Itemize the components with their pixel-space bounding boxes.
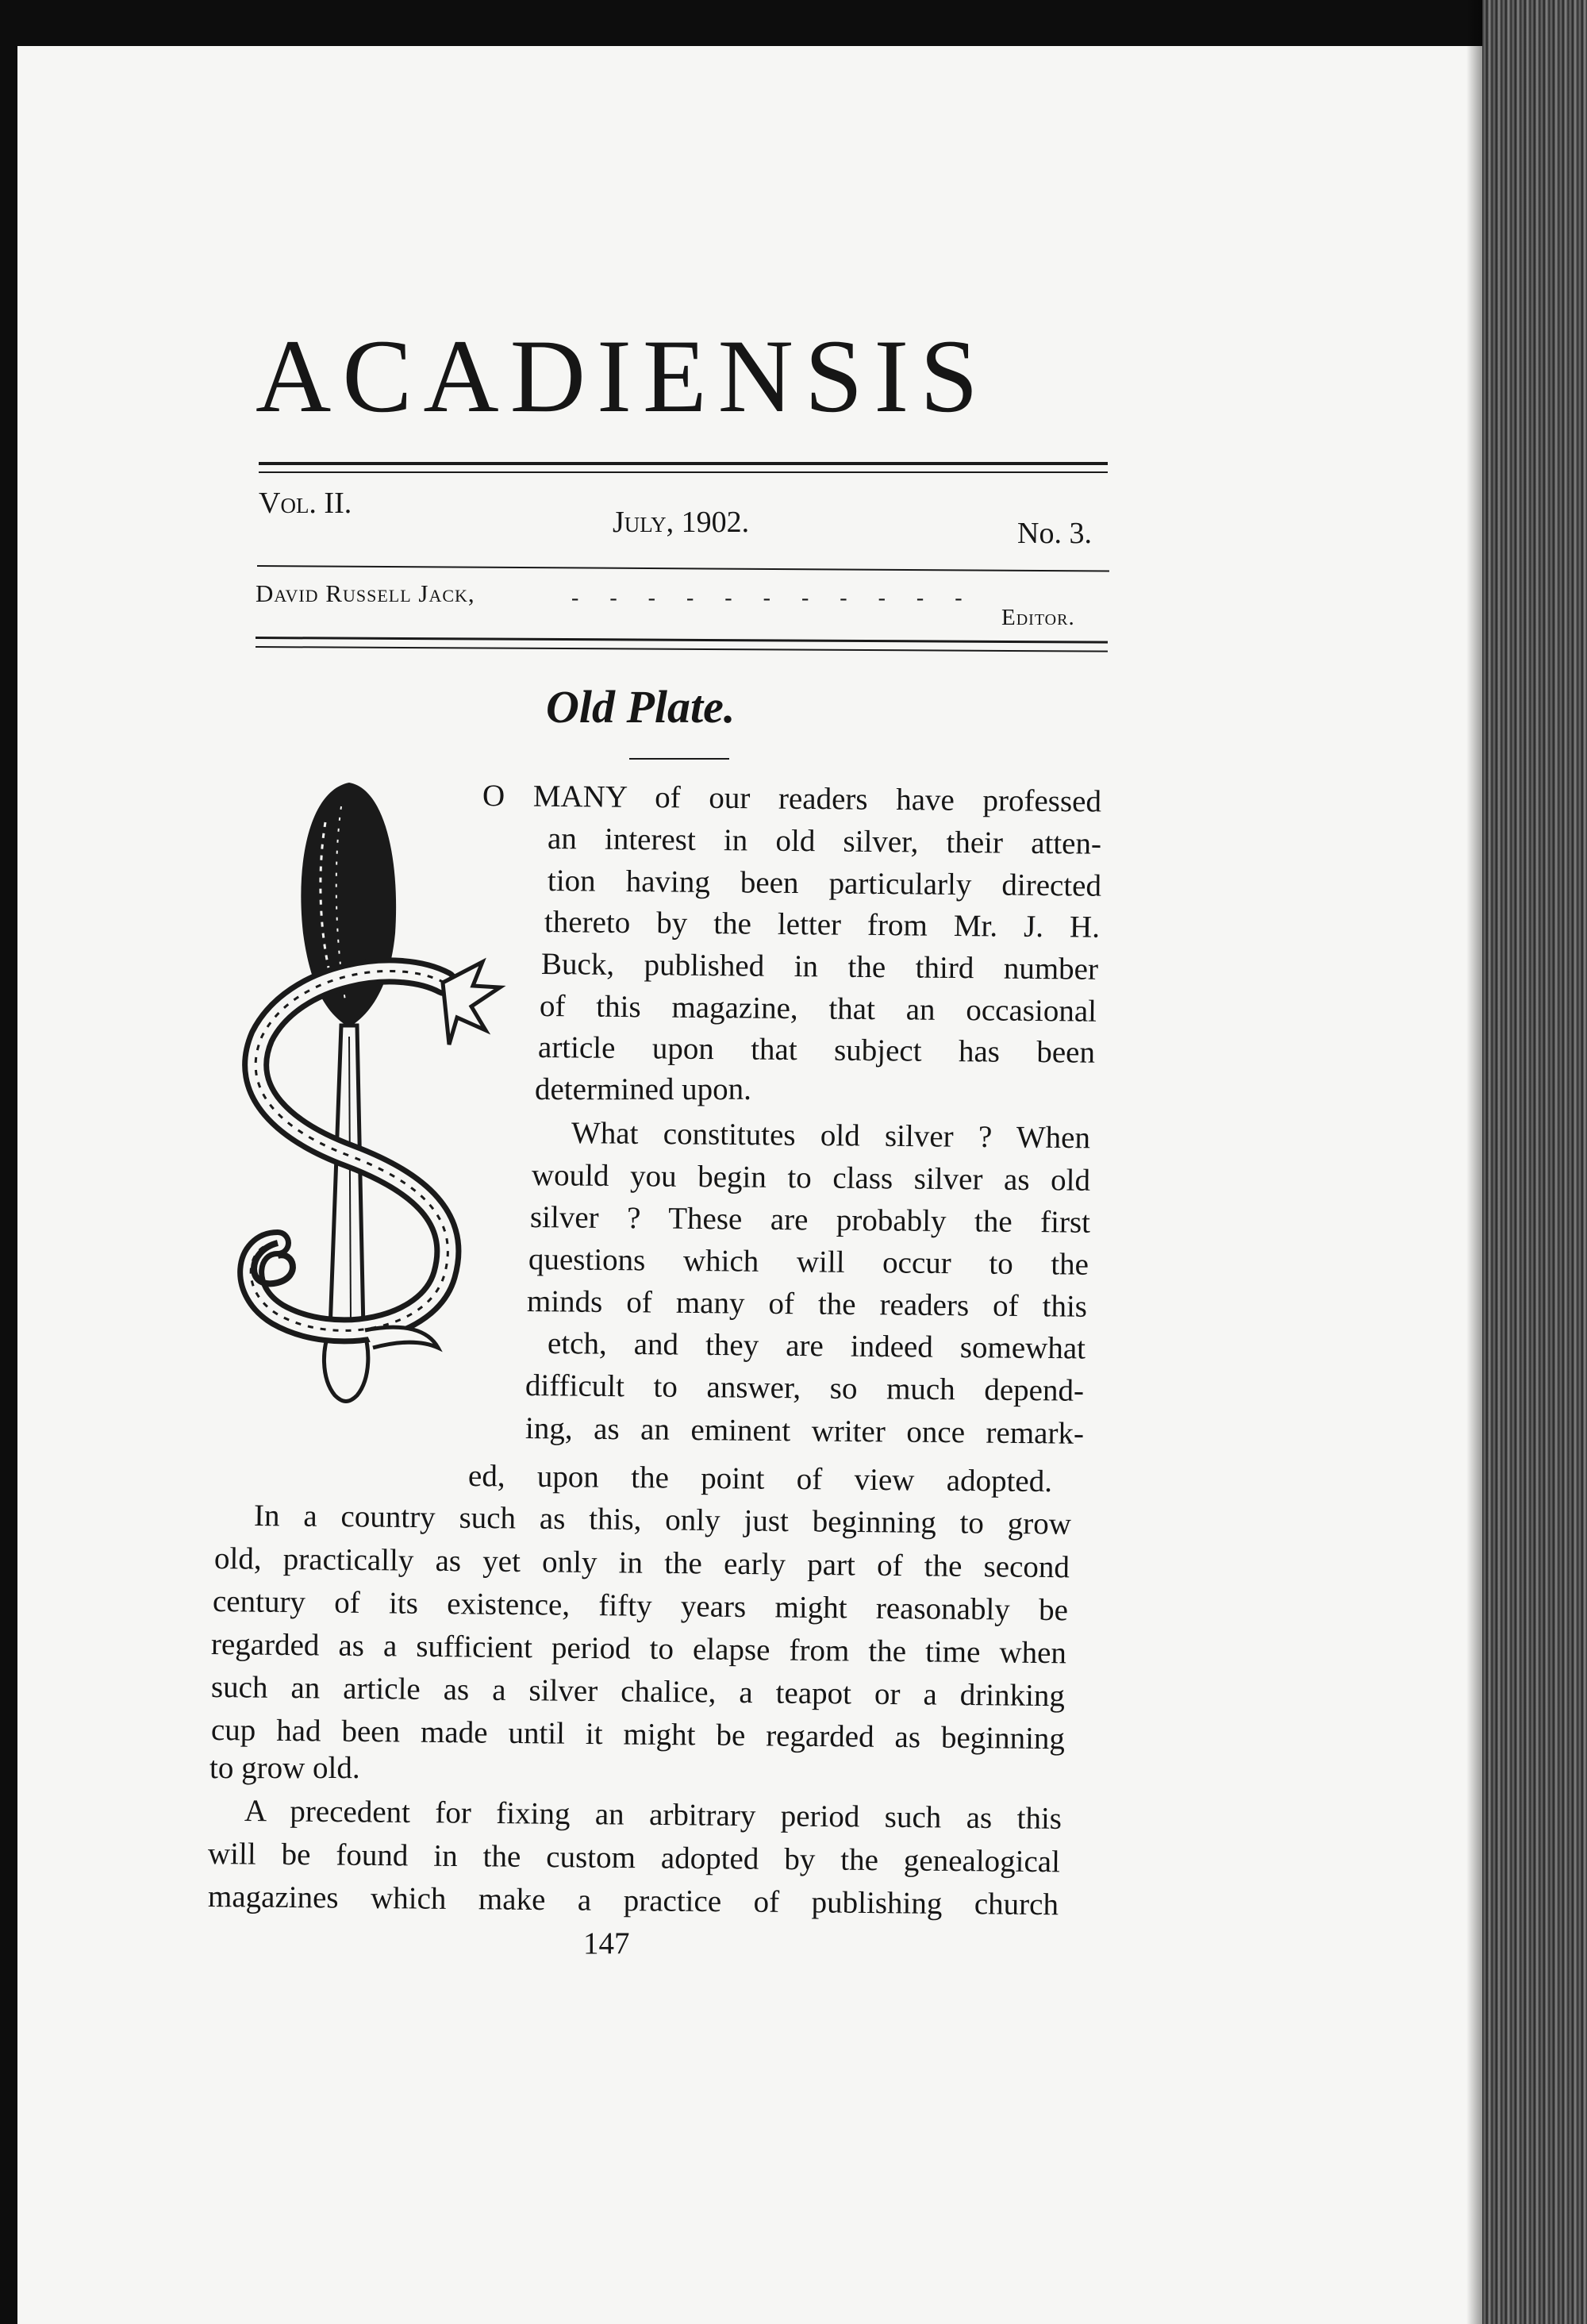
editor-name: David Russell Jack, xyxy=(256,579,475,607)
text-line: questions which will occur to the xyxy=(528,1242,1089,1282)
text-line: of this magazine, that an occasional xyxy=(539,989,1097,1029)
spoon-initial-s-illustration xyxy=(230,775,508,1426)
issue-number: No. 3. xyxy=(1017,517,1092,550)
text-line: thereto by the letter from Mr. J. H. xyxy=(544,905,1101,945)
text-line: tion having been particularly directed xyxy=(547,864,1102,903)
text-line: ed, upon the point of view adopted. xyxy=(467,1459,1053,1499)
title-underline xyxy=(629,758,729,760)
text-line: old, practically as yet only in the early part of the second xyxy=(213,1541,1070,1585)
text-line: century of its existence, fifty years might reasonably be xyxy=(212,1584,1069,1628)
volume-label: Vol. II. xyxy=(259,487,352,520)
text-line: to grow old. xyxy=(209,1751,360,1785)
text-line: etch, and they are indeed somewhat xyxy=(547,1326,1086,1366)
text-line: In a country such as this, only just beginning to grow xyxy=(253,1499,1072,1541)
masthead-rule-top-1 xyxy=(259,462,1108,465)
text-line: an interest in old silver, their atten- xyxy=(547,821,1102,861)
text-line: A precedent for fixing an arbitrary period such as this xyxy=(244,1794,1062,1836)
text-line: magazines which make a practice of publishing church xyxy=(207,1880,1059,1922)
text-line: determined upon. xyxy=(535,1072,751,1106)
scan-top-border xyxy=(0,0,1587,46)
text-line: What constitutes old silver ? When xyxy=(571,1116,1091,1156)
article-title: Old Plate. xyxy=(546,681,736,733)
text-line: would you begin to class silver as old xyxy=(531,1158,1091,1198)
masthead-rule-top-2 xyxy=(259,471,1108,473)
text-line: minds of many of the readers of this xyxy=(526,1284,1088,1324)
issue-date: July, 1902. xyxy=(613,506,750,539)
scan-left-border xyxy=(0,0,17,2324)
text-line: regarded as a sufficient period to elapse from the time when xyxy=(210,1627,1067,1671)
editor-role: Editor. xyxy=(1001,605,1075,630)
text-line: will be found in the custom adopted by the genealogical xyxy=(207,1837,1061,1880)
text-line: difficult to answer, so much depend- xyxy=(525,1368,1085,1408)
journal-title: ACADIENSIS xyxy=(256,317,989,434)
text-line: Buck, published in the third number xyxy=(540,947,1099,987)
text-line: such an article as a silver chalice, a teapot or a drinking xyxy=(210,1670,1066,1714)
page-number: 147 xyxy=(583,1926,630,1960)
text-line: O MANY of our readers have professed xyxy=(482,779,1102,819)
text-line: silver ? These are probably the first xyxy=(529,1200,1091,1240)
editor-leader-dots: - - - - - - - - - - - xyxy=(571,586,975,610)
book-page-edges xyxy=(1482,0,1587,2324)
text-line: article upon that subject has been xyxy=(537,1030,1096,1070)
text-line: cup had been made until it might be regarded as beginning xyxy=(210,1713,1066,1756)
text-line: ing, as an eminent writer once remark- xyxy=(525,1411,1085,1451)
